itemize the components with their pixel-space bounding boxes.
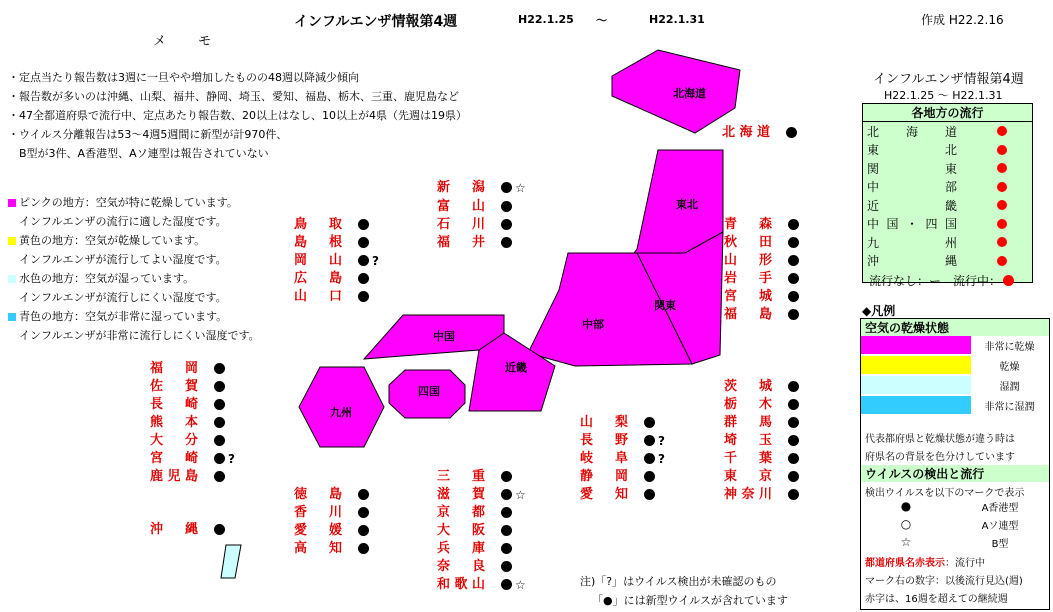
virus-label: B型 bbox=[991, 539, 1009, 550]
prefecture-item bbox=[437, 176, 526, 195]
prefecture-name: 広 島 bbox=[294, 271, 342, 286]
prefecture-item bbox=[724, 267, 802, 286]
date-from: H22.1.25 bbox=[518, 13, 574, 26]
epidemic-dot-icon bbox=[997, 126, 1007, 136]
region-name: 沖 縄 bbox=[867, 254, 957, 269]
date-tilde: 〜 bbox=[596, 14, 607, 27]
virus-dot-icon bbox=[358, 525, 369, 536]
virus-dot-icon bbox=[358, 291, 369, 302]
epidemic-dot-icon bbox=[997, 200, 1007, 210]
region-rows bbox=[863, 122, 1032, 270]
prefecture-item bbox=[150, 518, 228, 537]
blue-swatch bbox=[8, 313, 16, 321]
prefecture-name: 岐 阜 bbox=[580, 451, 628, 466]
prefecture-item bbox=[580, 447, 665, 466]
virus-label: Aソ連型 bbox=[981, 521, 1019, 532]
prefecture-item bbox=[580, 429, 665, 448]
region-row bbox=[863, 196, 1032, 215]
prefecture-name: 岩 手 bbox=[724, 271, 772, 286]
status-legend-text: 流行なし：ー 流行中： bbox=[869, 274, 1002, 288]
epidemic-dot-icon bbox=[997, 219, 1007, 229]
prefecture-item bbox=[294, 483, 372, 502]
prefecture-item bbox=[150, 411, 228, 430]
map-label-chubu: 中部 bbox=[582, 318, 604, 331]
dryness-label: 乾燥 bbox=[999, 361, 1020, 373]
virus-dot-icon bbox=[214, 363, 225, 374]
prefecture-name: 福 岡 bbox=[150, 361, 198, 376]
prefecture-name: 山 口 bbox=[294, 289, 342, 304]
region-row bbox=[863, 215, 1032, 234]
prefecture-item bbox=[437, 483, 526, 502]
humidity-item bbox=[8, 231, 260, 250]
epidemic-dot-icon bbox=[997, 163, 1007, 173]
virus-dot-icon bbox=[788, 219, 799, 230]
prefecture-name: 千 葉 bbox=[724, 451, 772, 466]
lightblue-swatch bbox=[8, 275, 16, 283]
dryness-key bbox=[861, 356, 1048, 374]
prefecture-mark: ☆ bbox=[515, 487, 526, 502]
prefecture-mark: ☆ bbox=[515, 180, 526, 195]
virus-dot-icon bbox=[788, 435, 799, 446]
humidity-item bbox=[8, 193, 260, 212]
prefecture-name: 青 森 bbox=[724, 217, 772, 232]
virus-dot-icon bbox=[214, 435, 225, 446]
prefecture-name: 佐 賀 bbox=[150, 379, 198, 394]
virus-dot-icon bbox=[788, 399, 799, 410]
region-row bbox=[863, 159, 1032, 178]
region-name: 関 東 bbox=[867, 161, 957, 176]
prefecture-item bbox=[150, 447, 235, 466]
prefecture-name: 北海道 bbox=[722, 125, 770, 140]
prefecture-name: 埼 玉 bbox=[724, 433, 772, 448]
virus-dot-icon bbox=[788, 309, 799, 320]
prefecture-item bbox=[724, 429, 802, 448]
prefecture-item bbox=[724, 249, 802, 268]
red-text-note: 赤字は、16週を超えての継続週 bbox=[865, 594, 1008, 605]
prefecture-name: 沖 縄 bbox=[150, 522, 198, 537]
map-label-kinki: 近畿 bbox=[505, 361, 527, 374]
prefecture-name: 奈 良 bbox=[437, 559, 485, 574]
dryness-swatch bbox=[861, 336, 971, 354]
memo-line: B型が3件、A香港型、Aソ連型は報告されていない bbox=[8, 147, 269, 160]
virus-intro: 検出ウイルスを以下のマークで表示 bbox=[865, 488, 1025, 499]
virus-dot-icon bbox=[214, 417, 225, 428]
prefecture-item bbox=[150, 465, 228, 484]
virus-dot-icon bbox=[501, 543, 512, 554]
prefecture-name: 新 潟 bbox=[437, 180, 485, 195]
prefecture-name: 福 島 bbox=[724, 307, 772, 322]
region-row bbox=[863, 252, 1032, 271]
humidity-item bbox=[8, 269, 260, 288]
prefecture-item bbox=[722, 121, 800, 140]
prefecture-name: 愛 知 bbox=[580, 487, 628, 502]
prefecture-item bbox=[437, 555, 515, 574]
region-name: 北 海 道 bbox=[867, 124, 957, 139]
prefecture-item bbox=[294, 231, 372, 250]
virus-dot-icon bbox=[358, 489, 369, 500]
region-name: 中 部 bbox=[867, 180, 957, 195]
virus-dot-icon bbox=[214, 471, 225, 482]
prefecture-name: 東 京 bbox=[724, 469, 772, 484]
date-to: H22.1.31 bbox=[649, 13, 705, 26]
prefecture-item bbox=[150, 357, 228, 376]
red-name-note bbox=[865, 554, 985, 569]
virus-dot-icon bbox=[788, 453, 799, 464]
prefecture-item bbox=[724, 375, 802, 394]
humidity-line: 水色の地方：空気が湿っています。 bbox=[19, 272, 195, 285]
regions-heading: 各地方の流行 bbox=[863, 104, 1032, 122]
virus-dot-icon bbox=[358, 237, 369, 248]
prefecture-item bbox=[724, 411, 802, 430]
prefecture-item bbox=[437, 501, 515, 520]
region-name: 東 北 bbox=[867, 143, 957, 158]
virus-dot-icon bbox=[501, 471, 512, 482]
virus-dot-icon bbox=[788, 471, 799, 482]
note-question: 注)「?」はウイルス検出が未確認のもの bbox=[580, 575, 777, 588]
memo-text bbox=[8, 68, 467, 163]
virus-dot-icon bbox=[358, 273, 369, 284]
prefecture-name: 兵 庫 bbox=[437, 541, 485, 556]
virus-heading: ウイルスの検出と流行 bbox=[861, 465, 1049, 482]
prefecture-item bbox=[150, 375, 228, 394]
map-label-tohoku: 東北 bbox=[676, 198, 698, 211]
virus-dot-icon bbox=[214, 381, 225, 392]
humidity-line: ピンクの地方：空気が特に乾燥しています。 bbox=[19, 196, 238, 209]
memo-line: ・47全都道府県で流行中、定点あたり報告数、20以上はなし、10以上が4県（先週は19県） bbox=[8, 109, 467, 122]
prefecture-name: 群 馬 bbox=[724, 415, 772, 430]
panel-dates: H22.1.25 〜 H22.1.31 bbox=[884, 89, 1003, 102]
region-status-box bbox=[862, 103, 1033, 288]
region-name: 九 州 bbox=[867, 235, 957, 250]
humidity-line: 黄色の地方：空気が乾燥しています。 bbox=[19, 234, 206, 247]
virus-dot-icon bbox=[501, 507, 512, 518]
virus-dot-icon bbox=[788, 273, 799, 284]
memo-line: ・定点当たり報告数は3週に一旦やや増加したものの48週以降減少傾向 bbox=[8, 71, 359, 84]
dryness-swatch bbox=[861, 356, 971, 374]
virus-dot-icon bbox=[644, 489, 655, 500]
prefecture-item bbox=[580, 483, 658, 502]
prefecture-name: 宮 城 bbox=[724, 289, 772, 304]
bg-note-line: 府県名の背景を色分けしています bbox=[865, 452, 1015, 463]
region-row bbox=[863, 141, 1032, 160]
virus-dot-icon bbox=[358, 507, 369, 518]
virus-symbol-icon: ● bbox=[900, 499, 912, 513]
prefecture-item bbox=[580, 411, 658, 430]
prefecture-mark: ☆ bbox=[515, 577, 526, 592]
prefecture-name: 岡 山 bbox=[294, 253, 342, 268]
prefecture-name: 静 岡 bbox=[580, 469, 628, 484]
epidemic-dot-icon bbox=[997, 182, 1007, 192]
prefecture-item bbox=[724, 231, 802, 250]
virus-dot-icon bbox=[214, 453, 225, 464]
virus-label: A香港型 bbox=[981, 503, 1019, 514]
virus-dot-icon bbox=[501, 561, 512, 572]
prefecture-name: 宮 崎 bbox=[150, 451, 198, 466]
prefecture-name: 鳥 取 bbox=[294, 217, 342, 232]
prefecture-item bbox=[724, 285, 802, 304]
virus-dot-icon bbox=[644, 471, 655, 482]
virus-dot-icon bbox=[214, 524, 225, 535]
virus-symbol-icon: ○ bbox=[900, 517, 912, 531]
prefecture-item bbox=[724, 447, 802, 466]
humidity-line: 青色の地方：空気が非常に湿っています。 bbox=[19, 310, 228, 323]
prefecture-name: 和歌山 bbox=[437, 577, 485, 592]
virus-dot-icon bbox=[788, 489, 799, 500]
region-row bbox=[863, 122, 1032, 141]
dryness-label: 非常に乾燥 bbox=[984, 341, 1035, 353]
virus-dot-icon bbox=[358, 255, 369, 266]
virus-dot-icon bbox=[358, 543, 369, 554]
mark-right-note: マーク右の数字：以後流行見込(週) bbox=[865, 576, 1023, 587]
humidity-line: インフルエンザが非常に流行しにくい湿度です。 bbox=[19, 329, 260, 342]
prefecture-item bbox=[150, 393, 228, 412]
prefecture-name: 熊 本 bbox=[150, 415, 198, 430]
prefecture-name: 大 阪 bbox=[437, 523, 485, 538]
prefecture-item bbox=[724, 393, 802, 412]
dryness-heading: 空気の乾燥状態 bbox=[861, 319, 1049, 336]
humidity-legend bbox=[8, 193, 260, 345]
humidity-line: インフルエンザが流行しにくい湿度です。 bbox=[19, 291, 227, 304]
legend-heading: ◆凡例 bbox=[862, 304, 896, 318]
prefecture-name: 栃 木 bbox=[724, 397, 772, 412]
prefecture-item bbox=[724, 213, 802, 232]
prefecture-item bbox=[294, 537, 372, 556]
dryness-key bbox=[861, 396, 1048, 414]
virus-dot-icon bbox=[501, 201, 512, 212]
prefecture-item bbox=[437, 573, 526, 592]
prefecture-item bbox=[724, 483, 802, 502]
dryness-swatch bbox=[861, 376, 971, 394]
prefecture-mark: ? bbox=[658, 433, 665, 448]
prefecture-name: 愛 媛 bbox=[294, 523, 342, 538]
prefecture-item bbox=[437, 519, 515, 538]
prefecture-item bbox=[580, 465, 658, 484]
legend-box bbox=[860, 318, 1050, 610]
memo-line: ・ウイルス分離報告は53〜4週5週間に新型が計970件、 bbox=[8, 128, 288, 141]
virus-dot-icon bbox=[788, 255, 799, 266]
virus-dot-icon bbox=[644, 417, 655, 428]
prefecture-mark: ? bbox=[228, 451, 235, 466]
epidemic-dot-icon bbox=[997, 237, 1007, 247]
prefecture-name: 大 分 bbox=[150, 433, 198, 448]
prefecture-item bbox=[294, 213, 372, 232]
virus-dot-icon bbox=[501, 525, 512, 536]
dryness-label: 非常に湿潤 bbox=[984, 401, 1035, 413]
virus-dot-icon bbox=[788, 381, 799, 392]
prefecture-item bbox=[294, 267, 372, 286]
prefecture-mark: ? bbox=[372, 253, 379, 268]
prefecture-name: 滋 賀 bbox=[437, 487, 485, 502]
prefecture-item bbox=[150, 429, 228, 448]
prefecture-name: 高 知 bbox=[294, 541, 342, 556]
humidity-line: インフルエンザの流行に適した湿度です。 bbox=[19, 215, 227, 228]
red-dot-icon bbox=[1003, 275, 1014, 286]
prefecture-name: 香 川 bbox=[294, 505, 342, 520]
virus-dot-icon bbox=[786, 127, 797, 138]
prefecture-item bbox=[724, 303, 802, 322]
epidemic-dot-icon bbox=[997, 145, 1007, 155]
memo-line: ・報告数が多いのは沖縄、山梨、福井、静岡、埼玉、愛知、福島、栃木、三重、鹿児島など bbox=[8, 90, 459, 103]
region-okinawa-shape bbox=[221, 545, 241, 578]
prefecture-name: 秋 田 bbox=[724, 235, 772, 250]
map-label-kanto: 関東 bbox=[654, 299, 676, 312]
dryness-label: 湿潤 bbox=[999, 381, 1020, 393]
virus-dot-icon bbox=[501, 489, 512, 500]
prefecture-name: 山 形 bbox=[724, 253, 772, 268]
map-label-chugoku: 中国 bbox=[433, 330, 455, 343]
memo-heading: メ モ bbox=[153, 34, 226, 49]
virus-symbol-icon: ☆ bbox=[900, 535, 912, 549]
map-label-shikoku: 四国 bbox=[418, 385, 440, 398]
virus-key bbox=[861, 535, 1049, 550]
prefecture-item bbox=[437, 213, 515, 232]
bg-note bbox=[865, 431, 1015, 467]
dryness-key bbox=[861, 336, 1048, 354]
prefecture-name: 福 井 bbox=[437, 235, 485, 250]
prefecture-name: 長 野 bbox=[580, 433, 628, 448]
virus-dot-icon bbox=[788, 417, 799, 428]
virus-key bbox=[861, 517, 1049, 532]
virus-dot-icon bbox=[644, 453, 655, 464]
virus-dot-icon bbox=[788, 291, 799, 302]
prefecture-mark: ? bbox=[658, 451, 665, 466]
prefecture-name: 京 都 bbox=[437, 505, 485, 520]
prefecture-name: 長 崎 bbox=[150, 397, 198, 412]
prefecture-item bbox=[437, 195, 515, 214]
dryness-key bbox=[861, 376, 1048, 394]
map-label-hokkaido: 北海道 bbox=[673, 87, 706, 100]
page-title: インフルエンザ情報第4週 bbox=[294, 14, 458, 30]
humidity-item bbox=[8, 307, 260, 326]
panel-title: インフルエンザ情報第4週 bbox=[873, 72, 1024, 87]
prefecture-item bbox=[724, 465, 802, 484]
note-dot: 「●」には新型ウイルスが含れています bbox=[592, 594, 788, 607]
region-name: 近 畿 bbox=[867, 198, 957, 213]
prefecture-name: 三 重 bbox=[437, 469, 485, 484]
virus-dot-icon bbox=[501, 579, 512, 590]
virus-dot-icon bbox=[501, 219, 512, 230]
map-label-kyushu: 九州 bbox=[330, 406, 352, 419]
prefecture-name: 島 根 bbox=[294, 235, 342, 250]
prefecture-name: 神奈川 bbox=[724, 487, 772, 502]
bg-note-line: 代表都府県と乾燥状態が違う時は bbox=[865, 434, 1015, 445]
virus-dot-icon bbox=[501, 237, 512, 248]
virus-dot-icon bbox=[644, 435, 655, 446]
region-row bbox=[863, 233, 1032, 252]
humidity-line: インフルエンザが流行してよい湿度です。 bbox=[19, 253, 227, 266]
pink-swatch bbox=[8, 199, 16, 207]
created-date: 作成 H22.2.16 bbox=[921, 13, 1004, 27]
prefecture-name: 山 梨 bbox=[580, 415, 628, 430]
prefecture-item bbox=[294, 249, 379, 268]
virus-key bbox=[861, 499, 1049, 514]
region-row bbox=[863, 178, 1032, 197]
prefecture-name: 富 山 bbox=[437, 199, 485, 214]
prefecture-name: 茨 城 bbox=[724, 379, 772, 394]
virus-dot-icon bbox=[358, 219, 369, 230]
virus-dot-icon bbox=[214, 399, 225, 410]
region-name: 中国・四国 bbox=[867, 217, 957, 232]
virus-dot-icon bbox=[501, 182, 512, 193]
prefecture-name: 鹿児島 bbox=[150, 469, 198, 484]
dryness-swatch bbox=[861, 396, 971, 414]
prefecture-item bbox=[437, 231, 515, 250]
prefecture-item bbox=[294, 501, 372, 520]
red-name-label: 都道府県名赤表示 bbox=[865, 558, 945, 569]
prefecture-item bbox=[437, 465, 515, 484]
red-name-rest: ：流行中 bbox=[945, 558, 985, 569]
status-legend bbox=[863, 272, 1032, 289]
epidemic-dot-icon bbox=[997, 256, 1007, 266]
prefecture-item bbox=[437, 537, 515, 556]
prefecture-item bbox=[294, 519, 372, 538]
yellow-swatch bbox=[8, 237, 16, 245]
prefecture-name: 徳 島 bbox=[294, 487, 342, 502]
virus-dot-icon bbox=[788, 237, 799, 248]
prefecture-item bbox=[294, 285, 372, 304]
prefecture-name: 石 川 bbox=[437, 217, 485, 232]
